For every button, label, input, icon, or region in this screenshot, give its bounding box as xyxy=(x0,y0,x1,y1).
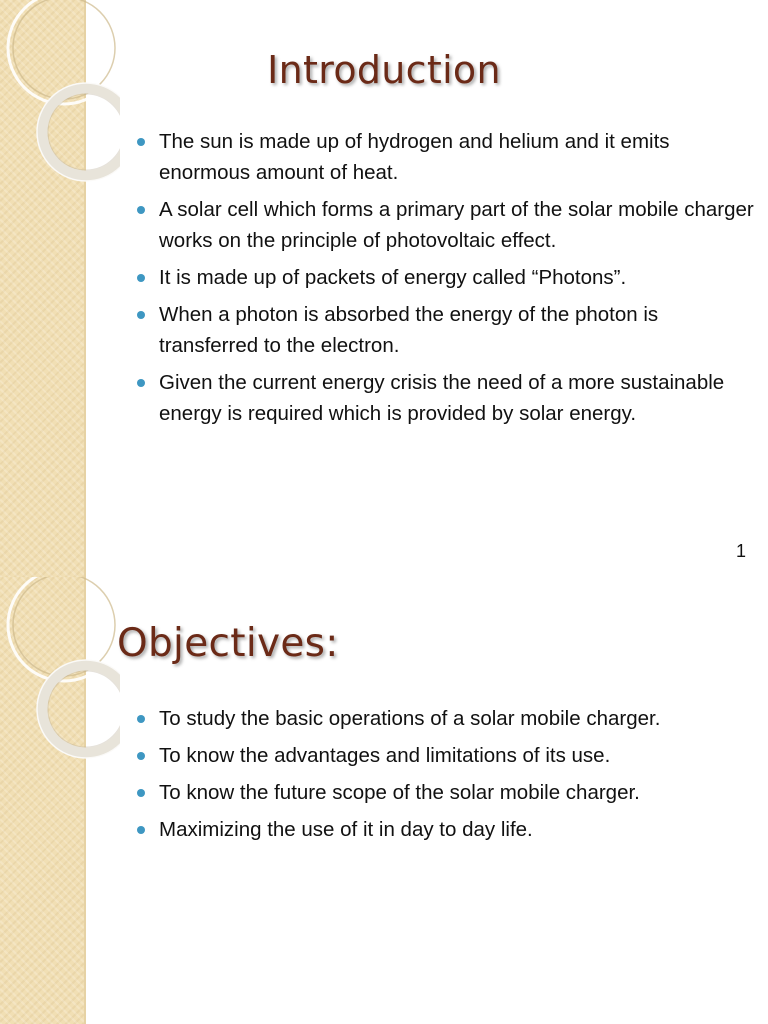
bullet-item: To know the future scope of the solar mobile charger. xyxy=(136,777,754,808)
ring-decoration-icon xyxy=(0,0,120,260)
slide-title: Introduction xyxy=(267,48,501,92)
bullet-item: A solar cell which forms a primary part of the solar mobile charger works on the principle of photovoltaic effect. xyxy=(136,194,754,256)
bullet-item: Maximizing the use of it in day to day life. xyxy=(136,814,754,845)
ring-decoration-icon xyxy=(0,577,120,837)
bullet-item: The sun is made up of hydrogen and helium and it emits enormous amount of heat. xyxy=(136,126,754,188)
bullet-item: To study the basic operations of a solar mobile charger. xyxy=(136,703,754,734)
slide-objectives xyxy=(0,577,768,1024)
bullet-list xyxy=(136,126,754,435)
bullet-item: It is made up of packets of energy called “Photons”. xyxy=(136,262,754,293)
slide-title: Objectives: xyxy=(117,621,339,666)
bullet-item: Given the current energy crisis the need of a more sustainable energy is required which is provided by solar energy. xyxy=(136,367,754,429)
bullet-item: When a photon is absorbed the energy of the photon is transferred to the electron. xyxy=(136,299,754,361)
page-number: 1 xyxy=(735,541,746,561)
bullet-list xyxy=(136,703,754,851)
bullet-item: To know the advantages and limitations of its use. xyxy=(136,740,754,771)
